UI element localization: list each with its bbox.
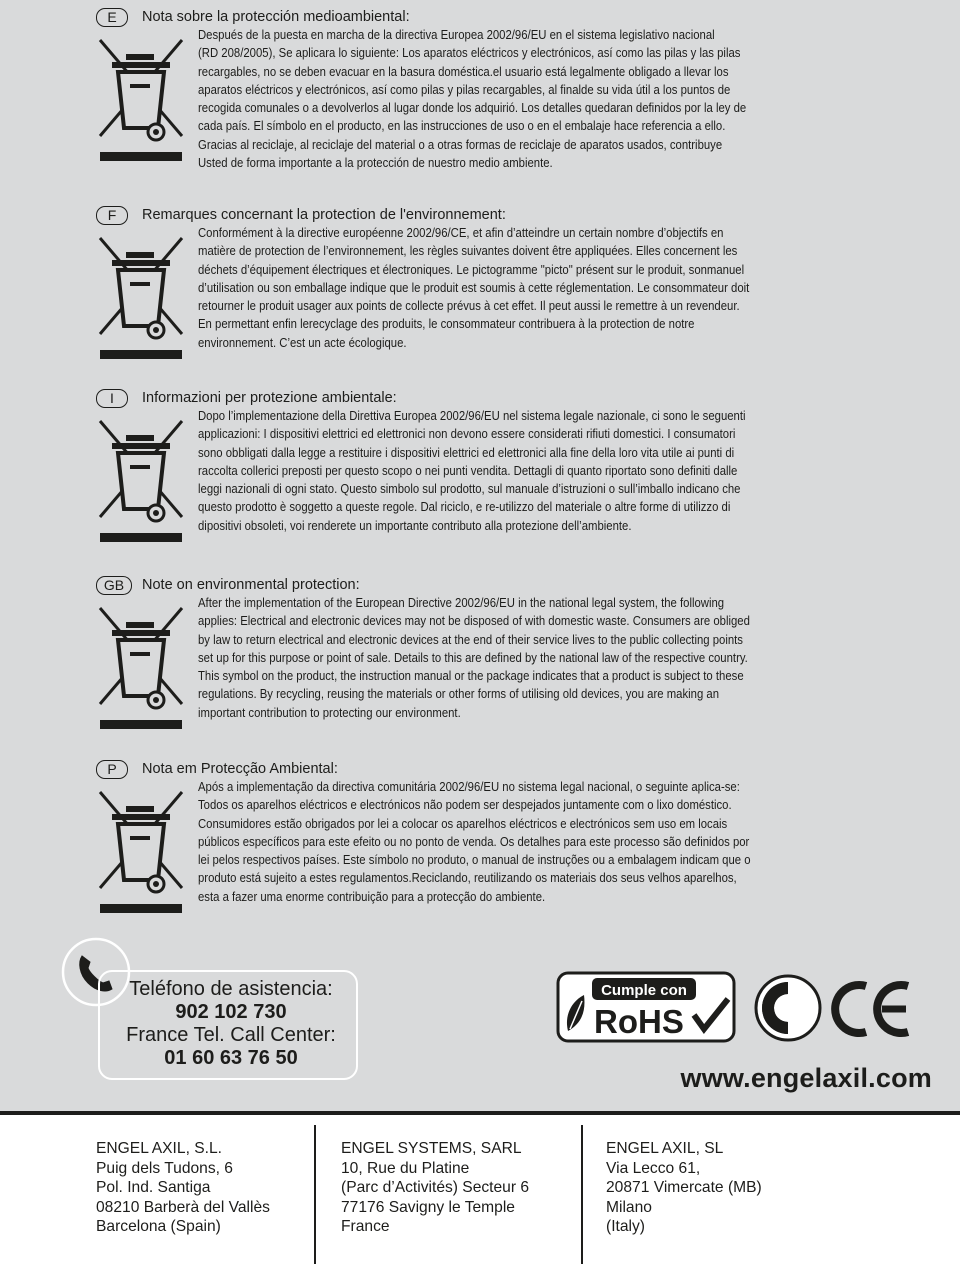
rohs-top-text: Cumple con	[601, 982, 687, 999]
body-line: d’utilisation ou son emballage indique que le produit est soumis à cette réglementation. Le consommateur doit	[198, 280, 750, 295]
section-title: Informazioni per protezione ambientale:	[142, 390, 397, 406]
language-badge: GB	[96, 576, 132, 595]
footer-divider	[314, 1125, 316, 1264]
body-line: questo prodotto è soggetto a queste regole. Dal riciclo, e re-utilizzo del materiale o altre forme di utilizzo di	[198, 500, 731, 515]
address-block	[341, 1139, 529, 1237]
language-badge: F	[96, 206, 128, 225]
phone-label-es: Teléfono de asistencia:	[129, 978, 333, 1000]
language-badge: P	[96, 760, 128, 779]
address-line: Puig dels Tudons, 6	[96, 1159, 233, 1177]
body-line: important contribution to protecting our environment.	[198, 705, 461, 720]
weee-bin-icon	[96, 788, 188, 916]
body-line: (RD 208/2005), Se aplicara lo siguiente: Los aparatos eléctricos y electrónicos, así como las pilas y las pilas	[198, 46, 741, 61]
body-line: produto está sujeito a estes regulamentos.Reciclando, reutilizando os materiais dos seus velhos aparelhos,	[198, 871, 737, 886]
body-line: En permettant enfin lerecyclage des produits, le consommateur contribuera à la protection de notre	[198, 317, 695, 332]
address-line: (Italy)	[606, 1218, 645, 1236]
weee-bin-icon	[96, 417, 188, 545]
body-line: esta a fazer uma enorme contribuição para a protecção do ambiente.	[198, 889, 546, 904]
ce-mark	[830, 980, 912, 1038]
address-line: France	[341, 1218, 390, 1236]
body-line: sono obbligati dalla legge a restituire i dispositivi elettrici ed elettronici alla fine della loro vita utile ai punti di	[198, 445, 735, 460]
phone-lines	[98, 978, 364, 1070]
phone-number-fr: 01 60 63 76 50	[164, 1047, 298, 1069]
address-line: (Parc d’Activités) Secteur 6	[341, 1179, 530, 1197]
rohs-logo	[556, 971, 736, 1043]
section-title: Nota em Protecção Ambiental:	[142, 761, 338, 777]
body-line: set up for this purpose or point of sale. Details to this are defined by the national law of the respective country.	[198, 650, 748, 665]
address-line: ENGEL AXIL, S.L.	[96, 1140, 222, 1157]
address-line: ENGEL AXIL, SL	[606, 1140, 724, 1157]
phone-number-es: 902 102 730	[175, 1001, 287, 1023]
body-line: Após a implementação da directiva comunitária 2002/96/EU no sistema legal nacional, o seguinte aplica-se:	[198, 780, 740, 794]
body-line: retourner le produit usager aux points de collecte prévus à cet effet. Il peut aussi le remettre à un revendeur.	[198, 299, 740, 314]
body-line: by law to return electrical and electronic devices at the end of their service lives to the public collecting points	[198, 632, 743, 647]
green-dot-logo	[754, 974, 822, 1042]
address-line: ENGEL SYSTEMS, SARL	[341, 1140, 522, 1157]
body-line: This symbol on the product, the instruction manual or the package indicates that a product is subject to these	[198, 669, 744, 684]
phone-label-fr: France Tel. Call Center:	[126, 1024, 336, 1046]
body-line: cada país. El símbolo en el producto, en las instrucciones de uso o en el embalaje hace referencia a ello.	[198, 119, 726, 134]
section-body	[198, 407, 878, 535]
body-line: After the implementation of the European Directive 2002/96/EU in the national legal system, the following	[198, 596, 725, 610]
address-line: Milano	[606, 1198, 652, 1216]
body-line: environnement. C’est un acte écologique.	[198, 335, 407, 350]
body-line: Gracias al reciclaje, al reciclaje del material o a otras formas de reciclaje de aparatos usados, contribuye	[198, 137, 723, 152]
language-badge: E	[96, 8, 128, 27]
body-line: públicos específicos para este efeito ou no ponto de venda. Os detalhes para este processo são definidos por	[198, 834, 750, 849]
address-line: 08210 Barberà del Vallès	[96, 1198, 270, 1216]
body-line: dipositivi obsoleti, voi renderete un importante contributo alla protezione dell’ambiente.	[198, 518, 632, 533]
section-body	[198, 224, 878, 352]
language-badge: I	[96, 389, 128, 408]
body-line: leggi nazionali di ogni stato. Questo simbolo sul prodotto, sul manuale d’istruzioni o sull’imballo indicano che	[198, 482, 741, 497]
body-line: Conformément à la directive européenne 2002/96/CE, et afin d’atteindre un certain nombre d’objectifs en	[198, 226, 724, 240]
footer-divider	[581, 1125, 583, 1264]
body-line: regulations. By recycling, reusing the materials or other forms of utilising old devices, you are making an	[198, 687, 720, 702]
address-block	[606, 1139, 762, 1237]
body-line: matière de protection de l’environnement, les règles suivantes doivent être appliquées. Elles concernent les	[198, 244, 738, 259]
body-line: Después de la puesta en marcha de la directiva Europea 2002/96/EU en el sistema legislativo nacional	[198, 28, 715, 42]
address-line: 20871 Vimercate (MB)	[606, 1179, 762, 1197]
address-line: Via Lecco 61,	[606, 1159, 701, 1177]
section-body	[198, 26, 878, 172]
body-line: aparatos eléctricos y electrónicos, así como pilas y pilas recargables, al finalde su vida útil a los puntos de	[198, 82, 731, 97]
address-line: 10, Rue du Platine	[341, 1159, 470, 1177]
section-title: Nota sobre la protección medioambiental:	[142, 9, 410, 25]
section-title: Note on environmental protection:	[142, 577, 360, 593]
body-line: lei pelos respectivos países. Este símbolo no produto, o manual de instruções ou a embalagem indicam que o	[198, 853, 751, 868]
rohs-main-text: RoHS	[594, 1003, 684, 1040]
body-line: recargables, no se deben evacuar en la basura doméstica.el usuario está legalmente obligado a llevar los	[198, 64, 729, 79]
body-line: recogida comunales o a devolverlos al lugar donde los adquirió. Los detalles quedaran definidos por la ley de	[198, 101, 747, 116]
body-line: applies: Electrical and electronic devices may not be disposed of with domestic waste. Consumers are obliged	[198, 614, 750, 629]
section-body	[198, 594, 878, 722]
body-line: déchets d’équipement électriques et électroniques. Le pictogramme "picto" présent sur le produit, sonmanuel	[198, 262, 745, 277]
body-line: Dopo l’implementazione della Direttiva Europea 2002/96/EU nel sistema legale nazionale, ci sono le seguenti	[198, 409, 746, 423]
body-line: applicazioni: I dispositivi elettrici ed elettronici non devono essere considerati rifiuti domestici. I consumatori	[198, 427, 736, 442]
body-line: Usted de forma importante a la protección de nuestro medio ambiente.	[198, 156, 553, 171]
website-url: www.engelaxil.com	[680, 1063, 932, 1093]
body-line: Todos os aparelhos eléctricos e electrónicos não podem ser despejados juntamente com o lixo doméstico.	[198, 798, 732, 813]
address-line: Pol. Ind. Santiga	[96, 1179, 211, 1197]
weee-bin-icon	[96, 234, 188, 362]
body-line: Consumidores estão obrigados por lei a colocar os aparelhos eléctricos e electrónicos sem uso em locais	[198, 816, 728, 831]
weee-bin-icon	[96, 36, 188, 164]
body-line: raccolta collerici preposti per questo scopo o nei punti vendita. Dettagli di quanto riportato sono definiti dalle	[198, 463, 738, 478]
section-title: Remarques concernant la protection de l'environnement:	[142, 207, 506, 223]
address-line: 77176 Savigny le Temple	[341, 1198, 515, 1216]
address-line: Barcelona (Spain)	[96, 1218, 221, 1236]
address-block	[96, 1139, 270, 1237]
weee-bin-icon	[96, 604, 188, 732]
section-body	[198, 778, 878, 906]
